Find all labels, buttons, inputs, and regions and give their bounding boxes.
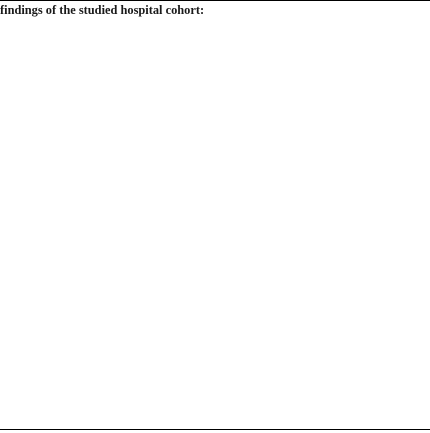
cohort-findings-heading: findings of the studied hospital cohort: [0, 3, 205, 17]
bottom-rule [0, 429, 430, 430]
top-rule [0, 0, 430, 1]
